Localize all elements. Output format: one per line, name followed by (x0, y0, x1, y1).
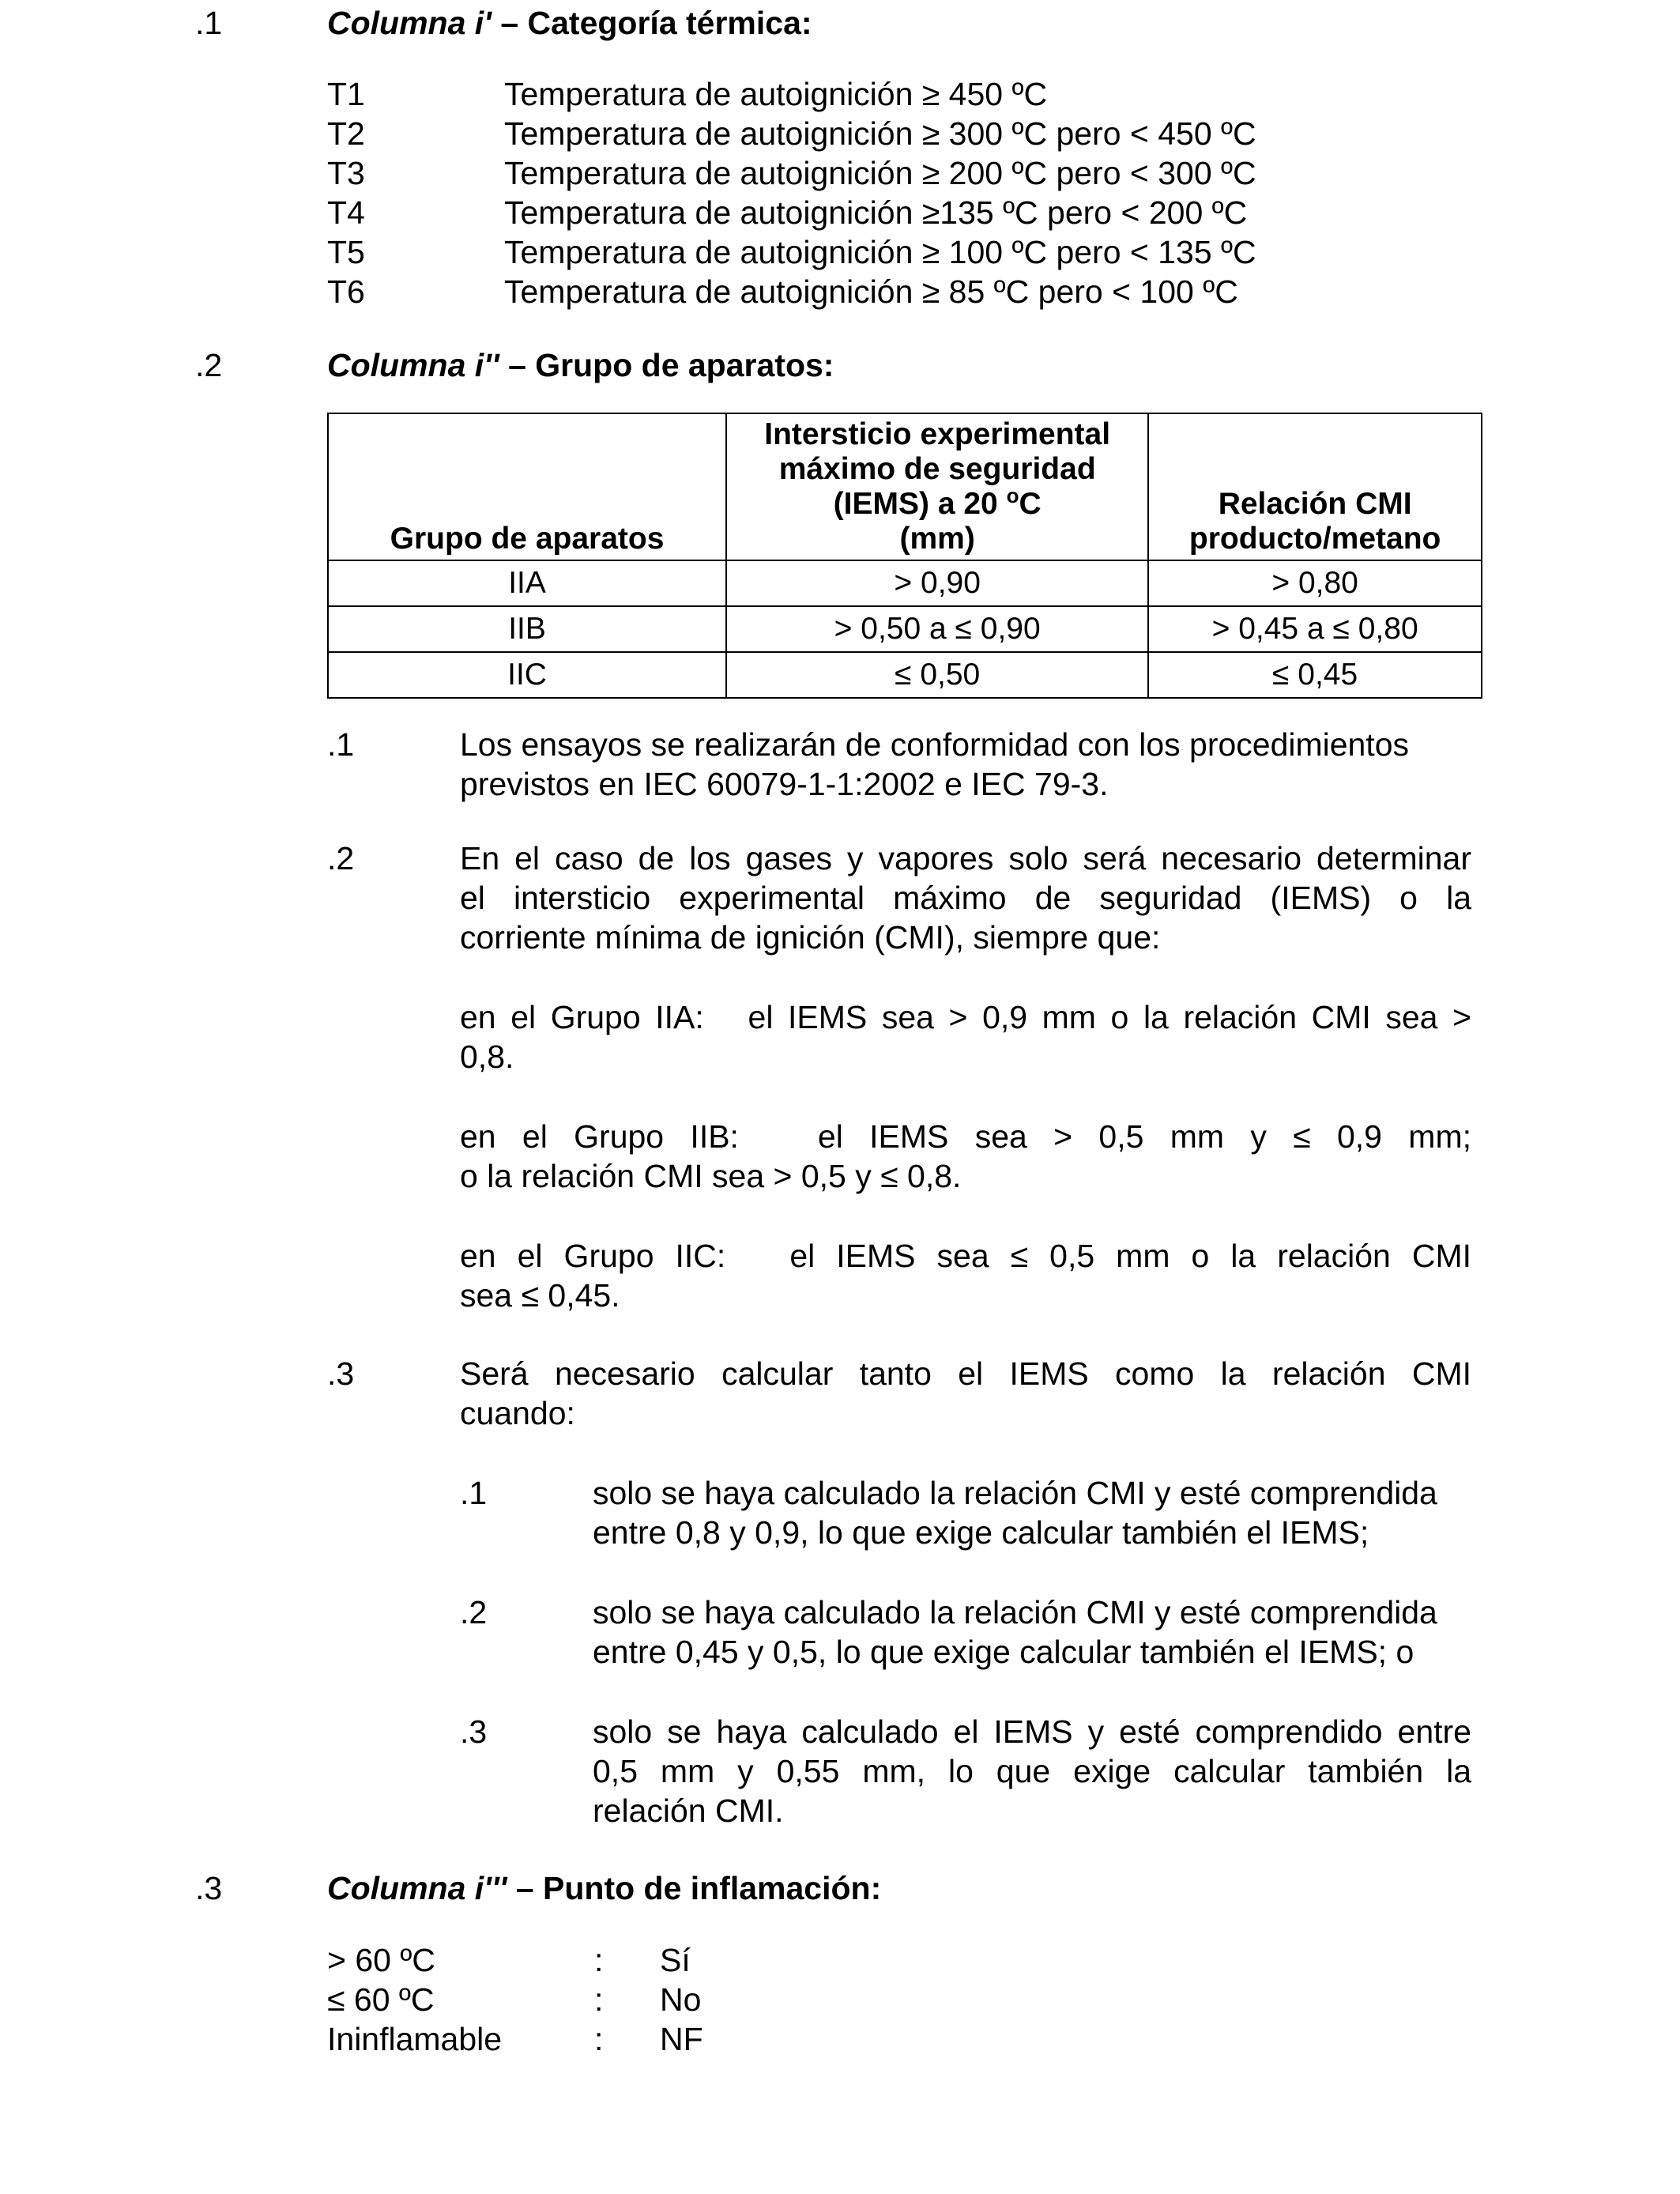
note-1-line: Los ensayos se realizarán de conformidad con los procedimientos (460, 726, 1410, 763)
group-condition-line: o la relación CMI sea > 0,5 y ≤ 0,8. (460, 1158, 962, 1194)
equipment-group-table (327, 413, 1482, 699)
temp-class-text: Temperatura de autoignición ≥ 100 ºC pero < 135 ºC (504, 234, 1256, 270)
note-3-line: cuando: (460, 1395, 575, 1431)
temp-class-text: Temperatura de autoignición ≥ 85 ºC pero < 100 ºC (504, 273, 1238, 310)
section-2-title-rest: – Grupo de aparatos: (499, 347, 834, 383)
group-condition-line: en el Grupo IIA: el IEMS sea > 0,9 mm o la relación CMI sea > (460, 999, 1471, 1035)
header-equipment-group: Grupo de aparatos (328, 413, 726, 560)
subnote-3-line: relación CMI. (593, 1793, 784, 1829)
note-3-number: .3 (327, 1355, 355, 1392)
flash-point-separator: : (594, 1942, 604, 1978)
note-1-number: .1 (327, 726, 355, 763)
subnote-2-line: solo se haya calculado la relación CMI y esté comprendida (593, 1594, 1437, 1630)
table-row (328, 606, 1482, 652)
table-cell: IIB (328, 606, 726, 652)
header-cmi-ratio: Relación CMI producto/metano (1148, 413, 1482, 560)
note-2-line: En el caso de los gases y vapores solo será necesario determinar (460, 840, 1471, 876)
table-cell: > 0,45 a ≤ 0,80 (1148, 606, 1482, 652)
group-condition-line: en el Grupo IIB: el IEMS sea > 0,5 mm y ≤ 0,9 mm; (460, 1118, 1471, 1155)
flash-point-condition: Ininflamable (327, 2021, 503, 2057)
subnote-1-number: .1 (460, 1475, 488, 1511)
section-2-title-italic: Columna i'' (327, 347, 499, 383)
subnote-1-line: entre 0,8 y 0,9, lo que exige calcular también el IEMS; (593, 1514, 1369, 1551)
section-1-title-italic: Columna i' (327, 5, 492, 41)
table-cell: IIC (328, 652, 726, 698)
section-3-title-italic: Columna i''' (327, 1870, 507, 1906)
header-iems: Intersticio experimental máximo de seguridad (IEMS) a 20 $^o$C (mm) (726, 413, 1148, 560)
subnote-2-number: .2 (460, 1594, 488, 1630)
note-1-line: previstos en IEC 60079-1-1:2002 e IEC 79-3. (460, 766, 1109, 802)
temp-class-text: Temperatura de autoignición ≥ 200 ºC pero < 300 ºC (504, 155, 1256, 191)
note-2-line: el intersticio experimental máximo de seguridad (IEMS) o la (460, 880, 1471, 916)
temp-class-text: Temperatura de autoignición ≥ 300 ºC pero < 450 ºC (504, 115, 1256, 152)
section-3-number: .3 (195, 1870, 223, 1906)
table-cell: ≤ 0,50 (726, 652, 1148, 698)
section-2-number: .2 (195, 347, 223, 383)
section-3-title (327, 1868, 881, 1908)
section-1-title (327, 3, 812, 43)
temp-class-code: T6 (327, 273, 365, 310)
flash-point-condition: > 60 ºC (327, 1942, 435, 1978)
temp-class-code: T3 (327, 155, 365, 191)
table-cell: > 0,90 (726, 560, 1148, 606)
flash-point-value: NF (660, 2021, 703, 2057)
table-header-row (328, 413, 1482, 560)
group-condition-line: en el Grupo IIC: el IEMS sea ≤ 0,5 mm o la relación CMI (460, 1238, 1471, 1274)
section-1-number: .1 (195, 5, 223, 41)
group-condition-line: sea ≤ 0,45. (460, 1277, 620, 1314)
table-cell: > 0,80 (1148, 560, 1482, 606)
flash-point-value: Sí (660, 1942, 691, 1978)
flash-point-condition: ≤ 60 ºC (327, 1981, 435, 2018)
section-1-title-rest: – Categoría térmica: (491, 5, 812, 41)
temp-class-text: Temperatura de autoignición ≥135 ºC pero < 200 ºC (504, 194, 1248, 231)
group-condition-line: 0,8. (460, 1039, 514, 1075)
temp-class-code: T5 (327, 234, 365, 270)
table-row (328, 560, 1482, 606)
table-cell: > 0,50 a ≤ 0,90 (726, 606, 1148, 652)
subnote-1-line: solo se haya calculado la relación CMI y esté comprendida (593, 1475, 1437, 1511)
note-2-number: .2 (327, 840, 355, 876)
section-2-title (327, 345, 834, 385)
temp-class-code: T4 (327, 194, 365, 231)
temp-class-code: T2 (327, 115, 365, 152)
flash-point-separator: : (594, 2021, 604, 2057)
subnote-3-number: .3 (460, 1713, 488, 1750)
subnote-2-line: entre 0,45 y 0,5, lo que exige calcular también el IEMS; o (593, 1634, 1414, 1670)
flash-point-value: No (660, 1981, 702, 2018)
temp-class-text: Temperatura de autoignición ≥ 450 ºC (504, 76, 1048, 112)
table-row (328, 652, 1482, 698)
table-cell: IIA (328, 560, 726, 606)
subnote-3-line: solo se haya calculado el IEMS y esté comprendido entre (593, 1713, 1471, 1750)
note-2-line: corriente mínima de ignición (CMI), siempre que: (460, 919, 1161, 956)
subnote-3-line: 0,5 mm y 0,55 mm, lo que exige calcular también la (593, 1753, 1471, 1789)
section-3-title-rest: – Punto de inflamación: (507, 1870, 882, 1906)
note-3-line: Será necesario calcular tanto el IEMS como la relación CMI (460, 1355, 1471, 1392)
temp-class-code: T1 (327, 76, 365, 112)
flash-point-separator: : (594, 1981, 604, 2018)
table-cell: ≤ 0,45 (1148, 652, 1482, 698)
